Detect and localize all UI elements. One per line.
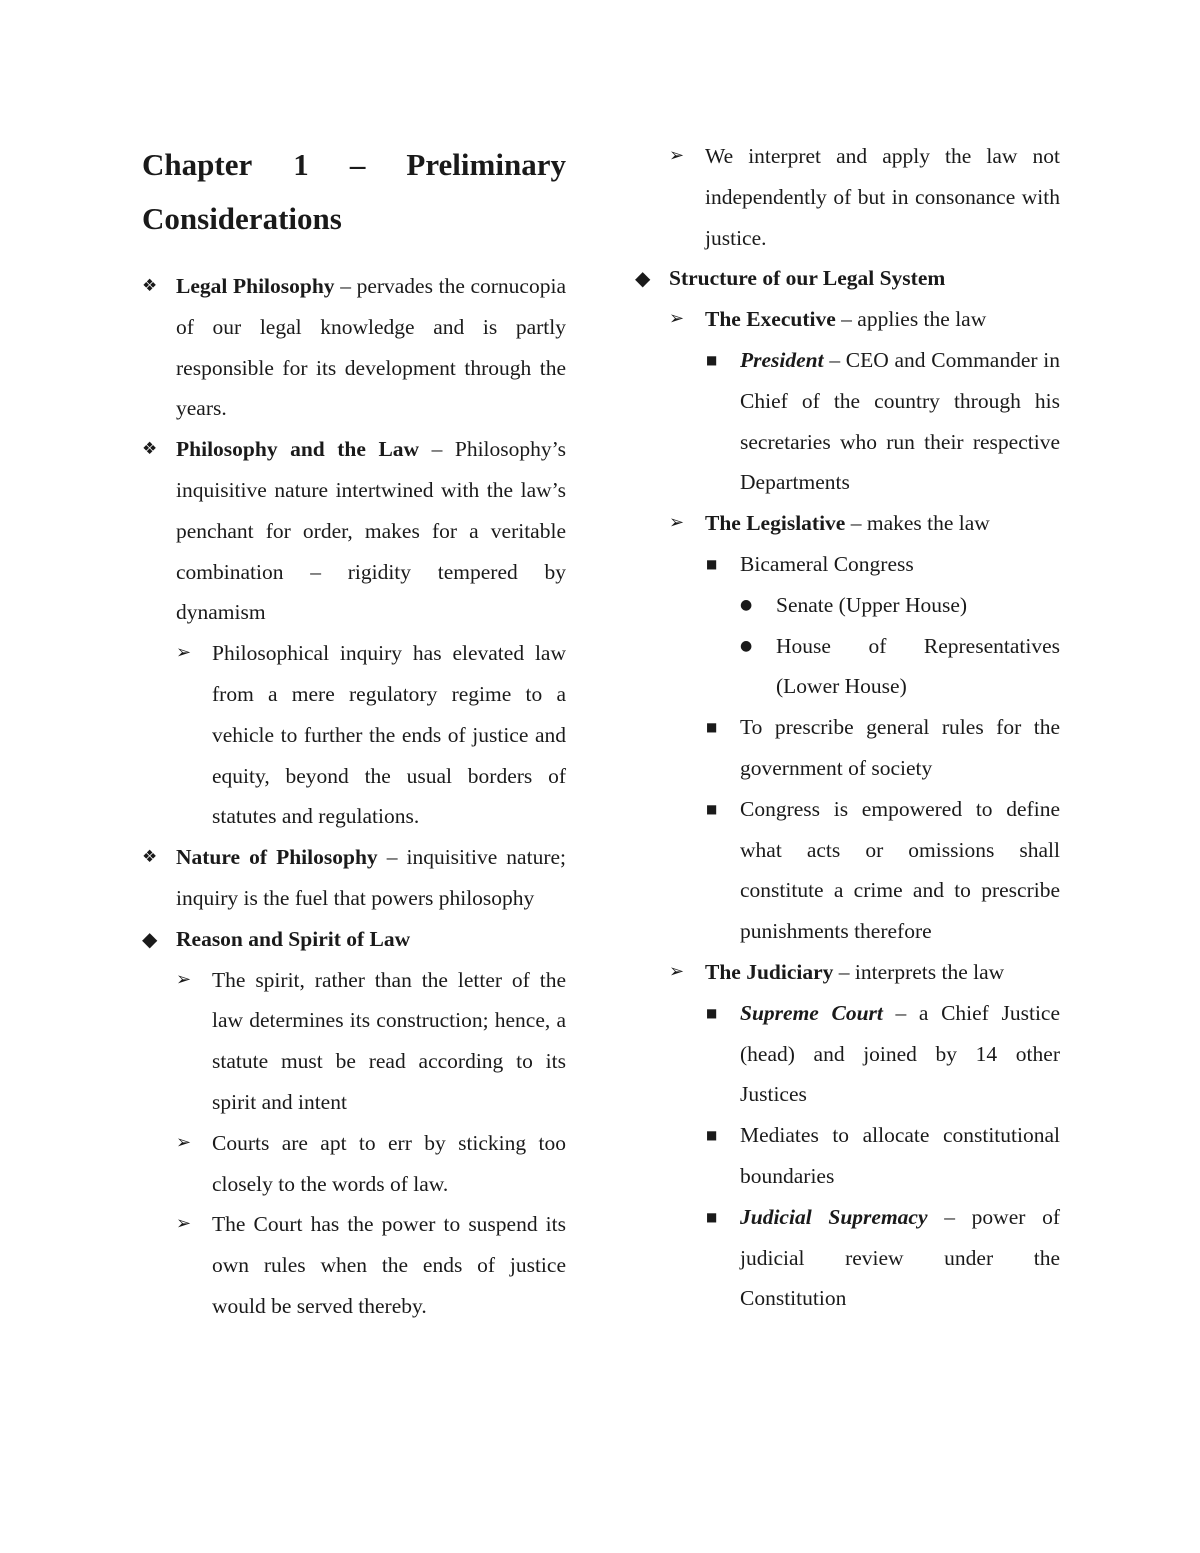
body-president: – CEO and Commander in Chief of the country through his secretaries who run their respective Departments (740, 347, 1060, 495)
square-bullet-icon: ■ (706, 801, 718, 816)
list-subitem-spirit-of-law (142, 960, 566, 1123)
term-judicial-supremacy: Judicial Supremacy (740, 1204, 928, 1229)
list-subitem-philosophical-inquiry (142, 633, 566, 837)
term-legislative: The Legislative (705, 511, 846, 536)
list-subitem-mediates (635, 1115, 1060, 1197)
list-subitem-supreme-court (635, 993, 1060, 1115)
list-subitem-prescribe (635, 707, 1060, 789)
list-item-nature-of-philosophy (142, 837, 566, 919)
body-judiciary: – interprets the law (833, 959, 1005, 984)
body-spirit-of-law: The spirit, rather than the letter of the law determines its construction; hence, a statute must be read according to its spirit and intent (212, 967, 566, 1114)
list-subitem-judicial-supremacy (635, 1197, 1060, 1319)
list-subitem-judiciary (635, 952, 1060, 993)
square-bullet-icon: ■ (706, 1005, 718, 1020)
body-senate: Senate (Upper House) (776, 592, 968, 617)
list-item-reason-and-spirit (142, 919, 566, 960)
body-judicial-supremacy: – power of judicial review under the Constitution (740, 1204, 1061, 1311)
body-empowered: Congress is empowered to define what acts or omissions shall constitute a crime and to prescribe punishments therefore (740, 796, 1060, 944)
dot-bullet-icon: ● (740, 637, 753, 654)
title-dash: – (349, 147, 366, 182)
arrowhead-bullet-icon: ➢ (669, 308, 685, 330)
title-line-2: Considerations (142, 201, 342, 236)
body-bicameral: Bicameral Congress (740, 551, 914, 576)
list-subitem-interpret-apply (635, 136, 1060, 258)
square-bullet-icon: ■ (706, 1209, 718, 1224)
term-judiciary: The Judiciary (705, 959, 834, 984)
term-legal-philosophy: Legal Philosophy (176, 274, 335, 298)
term-supreme-court: Supreme Court (740, 1000, 883, 1025)
arrowhead-bullet-icon: ➢ (669, 512, 685, 534)
body-mediates: Mediates to allocate constitutional boundaries (740, 1123, 1060, 1188)
right-column (635, 136, 1060, 1319)
square-bullet-icon: ■ (706, 556, 718, 571)
chapter-title (142, 138, 566, 246)
list-subitem-bicameral (635, 544, 1060, 585)
square-bullet-icon: ■ (706, 720, 718, 735)
four-diamond-bullet-icon: ❖ (142, 847, 158, 868)
list-subitem-house (635, 626, 1060, 708)
arrowhead-bullet-icon: ➢ (669, 960, 685, 982)
arrowhead-bullet-icon: ➢ (176, 1131, 192, 1153)
term-nature-of-philosophy: Nature of Philosophy (176, 845, 378, 870)
four-diamond-bullet-icon: ❖ (142, 276, 158, 296)
list-subitem-court-power (142, 1204, 566, 1326)
title-word-preliminary: Preliminary (406, 147, 566, 182)
title-word-chapter: Chapter (142, 147, 253, 182)
body-prescribe: To prescribe general rules for the government of society (740, 715, 1060, 780)
list-subitem-senate (635, 585, 1060, 626)
solid-diamond-bullet-icon: ◆ (635, 266, 651, 291)
four-diamond-bullet-icon: ❖ (142, 439, 158, 460)
body-nature-of-philosophy: – inquisitive nature; inquiry is the fuel that powers philosophy (176, 845, 566, 910)
list-subitem-empowered (635, 789, 1060, 952)
body-philosophy-and-law: – Philosophy’s inquisitive nature intertwined with the law’s penchant for order, makes for a veritable combination – rigidity tempered by dynamism (176, 437, 566, 625)
arrowhead-bullet-icon: ➢ (176, 1213, 192, 1235)
term-philosophy-and-law: Philosophy and the Law (176, 437, 420, 462)
list-subitem-executive (635, 299, 1060, 340)
square-bullet-icon: ■ (706, 352, 718, 367)
solid-diamond-bullet-icon: ◆ (142, 926, 158, 951)
body-house: House of Representatives (Lower House) (776, 633, 1060, 699)
term-president: President (740, 347, 824, 372)
body-legislative: – makes the law (845, 511, 990, 536)
title-word-number: 1 (293, 147, 309, 182)
body-philosophical-inquiry: Philosophical inquiry has elevated law from a mere regulatory regime to a vehicle to further the ends of justice and equity, beyond the usual borders of statutes and regulations. (212, 641, 566, 829)
body-executive: – applies the law (835, 307, 987, 332)
body-interpret-apply: We interpret and apply the law not independently of but in consonance with justice. (705, 144, 1060, 250)
list-item-legal-philosophy (142, 266, 566, 429)
list-subitem-president (635, 340, 1060, 503)
left-column (142, 138, 566, 1327)
term-reason-and-spirit: Reason and Spirit of Law (176, 926, 411, 951)
body-supreme-court: – a Chief Justice (head) and joined by 14 other Justices (740, 1000, 1060, 1107)
list-subitem-legislative (635, 503, 1060, 544)
body-court-power: The Court has the power to suspend its own rules when the ends of justice would be served thereby. (212, 1212, 566, 1318)
dot-bullet-icon: ● (740, 596, 753, 613)
list-item-philosophy-and-law (142, 429, 566, 633)
term-executive: The Executive (705, 307, 836, 332)
list-item-structure (635, 258, 1060, 299)
arrowhead-bullet-icon: ➢ (669, 145, 685, 166)
arrowhead-bullet-icon: ➢ (176, 968, 192, 990)
body-courts-err: Courts are apt to err by sticking too closely to the words of law. (212, 1130, 566, 1196)
square-bullet-icon: ■ (706, 1128, 718, 1143)
body-legal-philosophy: – pervades the cornucopia of our legal knowledge and is partly responsible for its development through the years. (176, 274, 566, 421)
list-subitem-courts-err (142, 1123, 566, 1205)
arrowhead-bullet-icon: ➢ (176, 642, 192, 664)
term-structure: Structure of our Legal System (669, 266, 946, 291)
